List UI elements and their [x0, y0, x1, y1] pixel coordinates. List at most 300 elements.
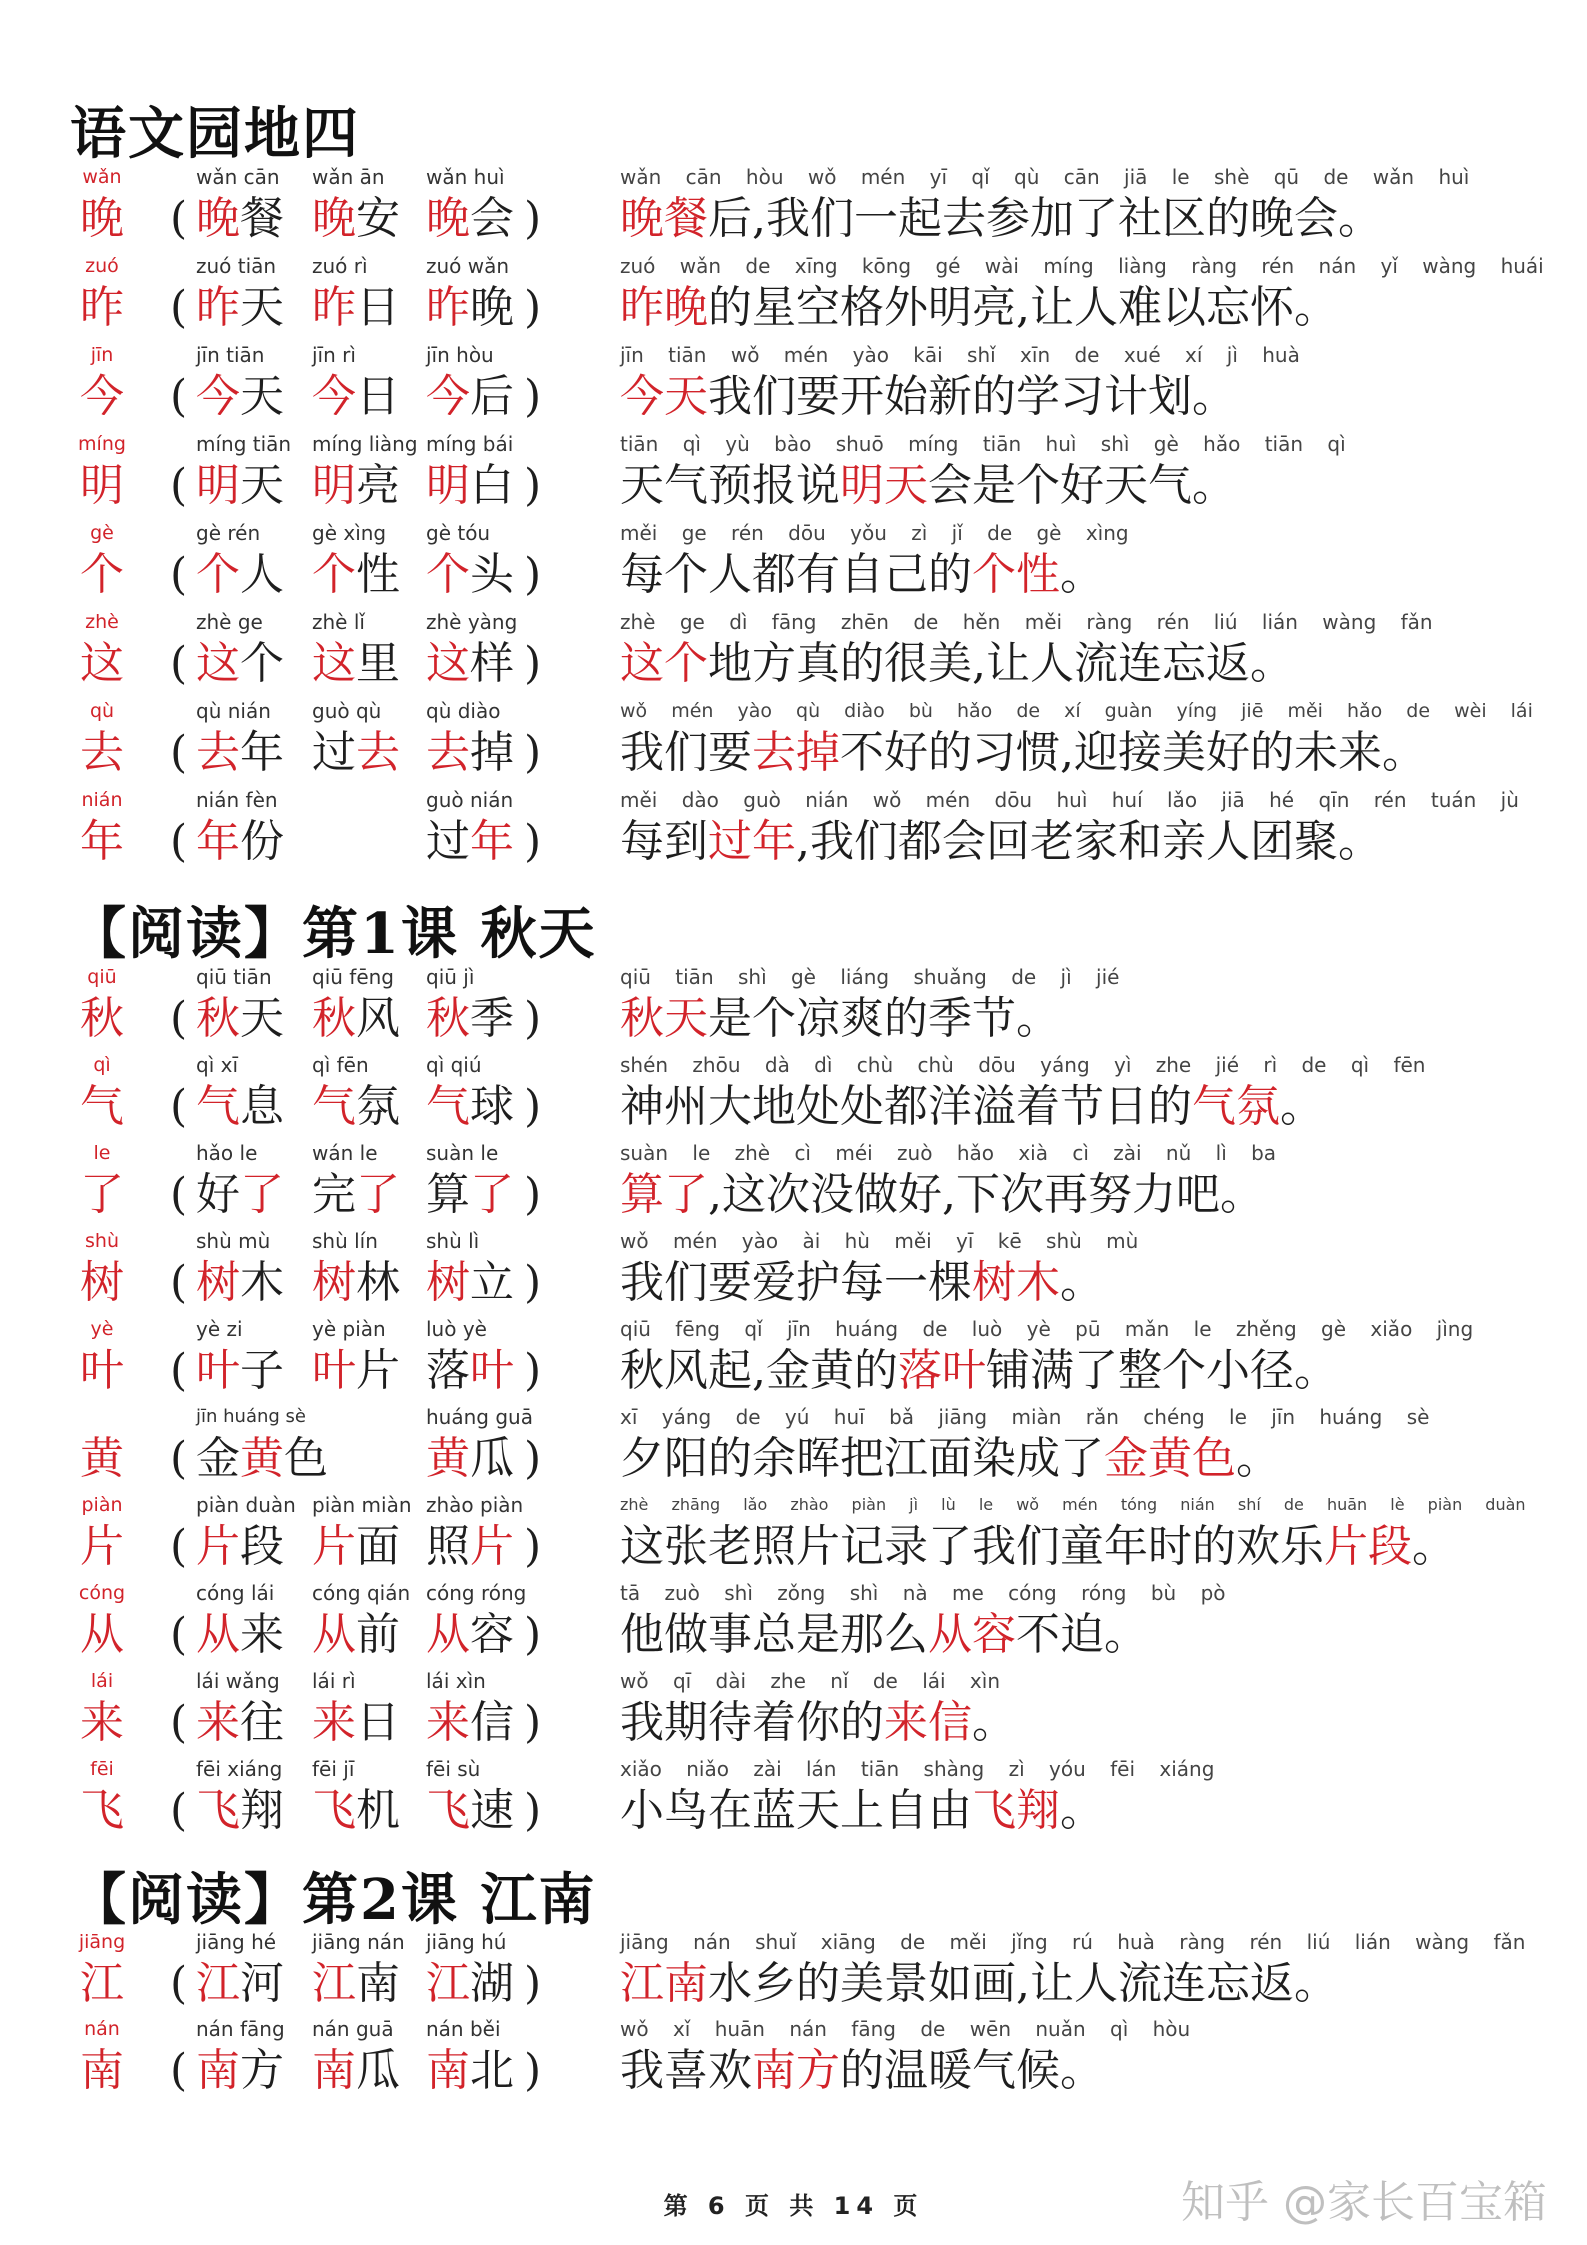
character: 秋	[80, 993, 124, 1044]
example-sentence	[620, 788, 1540, 868]
word: 飞速	[426, 1785, 514, 1836]
word-cell	[312, 2017, 422, 2097]
word-cell	[426, 1669, 538, 1749]
example-sentence	[620, 165, 1540, 245]
open-paren: (	[170, 1081, 188, 1132]
word-pinyin: fēi jī	[312, 1757, 355, 1781]
sentence-text	[620, 282, 1540, 334]
word-pinyin: nián fèn	[196, 788, 278, 812]
character-pinyin: yè	[90, 1318, 114, 1340]
word-pinyin	[312, 788, 422, 812]
word-pinyin: shù mù	[196, 1229, 271, 1253]
close-paren: )	[524, 193, 542, 244]
close-paren: )	[524, 1697, 542, 1748]
sentence-rest: ,这次没做好,下次再努力吧。	[708, 1169, 1264, 1220]
sentence-rest: 水乡的美景如画,让人流连忘返。	[708, 1958, 1338, 2009]
character: 树	[80, 1257, 124, 1308]
word-pinyin: hǎo le	[196, 1141, 258, 1165]
sentence-prefix: 每到	[620, 816, 708, 867]
word: 个头	[426, 549, 514, 600]
word-pinyin: lái wǎng	[196, 1669, 280, 1693]
open-paren: (	[170, 371, 188, 422]
open-paren: (	[170, 1257, 188, 1308]
close-paren: )	[524, 2045, 542, 2096]
word-cell	[426, 165, 538, 245]
open-paren: (	[170, 1433, 188, 1484]
word: 过年	[426, 816, 514, 867]
word-pinyin: shù lín	[312, 1229, 378, 1253]
close-paren: )	[524, 282, 542, 333]
word-pinyin: gè rén	[196, 521, 261, 545]
character: 气	[80, 1081, 124, 1132]
sentence-pinyin: zhè ge dì fāng zhēn de hěn měi ràng rén liú lián wàng fǎn	[620, 610, 1433, 634]
close-paren: )	[524, 993, 542, 1044]
word-pinyin: jīn hòu	[426, 343, 494, 367]
word-cell	[312, 610, 422, 690]
character: 叶	[80, 1345, 124, 1396]
example-sentence	[620, 1405, 1540, 1485]
word-pinyin: piàn miàn	[312, 1493, 412, 1517]
word-cell	[426, 1581, 538, 1661]
sentence-rest: 。	[1280, 1081, 1324, 1132]
sentence-text	[620, 1081, 1540, 1133]
sentence-prefix: 秋风起,金黄的	[620, 1345, 898, 1396]
character-pinyin: qì	[93, 1054, 111, 1076]
word: 明白	[426, 460, 514, 511]
word-cell	[426, 254, 538, 334]
sentence-rest: 。	[1060, 1785, 1104, 1836]
word-cell	[312, 1405, 422, 1433]
open-paren: (	[170, 993, 188, 1044]
sentence-prefix: 每个人都有自己的	[620, 549, 972, 600]
character-cell	[76, 521, 128, 601]
character-cell	[76, 965, 128, 1045]
character-pinyin: míng	[78, 433, 126, 455]
word-cell	[196, 965, 306, 1045]
sentence-pinyin: wǒ mén yào ài hù měi yī kē shù mù	[620, 1229, 1139, 1253]
word-pinyin: fēi xiáng	[196, 1757, 283, 1781]
close-paren: )	[524, 1609, 542, 1660]
sentence-prefix: 他做事总是那么	[620, 1609, 928, 1660]
word-pinyin: lái xìn	[426, 1669, 486, 1693]
character: 从	[80, 1609, 124, 1660]
example-sentence	[620, 1053, 1540, 1133]
character-cell	[76, 610, 128, 690]
word: 叶子	[196, 1345, 284, 1396]
example-sentence	[620, 1493, 1540, 1573]
sentence-prefix: 天气预报说	[620, 460, 840, 511]
word-cell	[196, 1405, 328, 1485]
word-cell	[312, 788, 422, 816]
word-cell	[312, 1229, 422, 1309]
sentence-rest: 。	[972, 1697, 1016, 1748]
word: 气息	[196, 1081, 284, 1132]
sentence-text	[620, 193, 1540, 245]
word-pinyin: zuó tiān	[196, 254, 277, 278]
sentence-highlight: 这个	[620, 638, 708, 689]
word-cell	[312, 343, 422, 423]
character-cell	[76, 1669, 128, 1749]
word: 明亮	[312, 460, 400, 511]
character: 晚	[80, 193, 124, 244]
word-pinyin: zhào piàn	[426, 1493, 524, 1517]
sentence-text	[620, 371, 1540, 423]
close-paren: )	[524, 1785, 542, 1836]
word-row	[0, 699, 1587, 787]
word-row	[0, 432, 1587, 520]
word-pinyin: guò nián	[426, 788, 514, 812]
sentence-highlight: 来信	[884, 1697, 972, 1748]
word-row	[0, 165, 1587, 253]
sentence-text	[620, 1697, 1540, 1749]
word-row	[0, 788, 1587, 876]
word: 片段	[196, 1521, 284, 1572]
character-pinyin: shù	[85, 1230, 119, 1252]
open-paren: (	[170, 727, 188, 778]
word-cell	[426, 521, 538, 601]
word-cell	[312, 1581, 422, 1661]
character-cell	[76, 1757, 128, 1837]
word-row	[0, 1053, 1587, 1141]
example-sentence	[620, 1581, 1540, 1661]
character: 南	[80, 2045, 124, 2096]
word-row	[0, 1930, 1587, 2018]
sentence-text	[620, 460, 1540, 512]
word-cell	[426, 343, 538, 423]
word-pinyin: piàn duàn	[196, 1493, 296, 1517]
sentence-highlight: 个性	[972, 549, 1060, 600]
sentence-text	[620, 727, 1540, 779]
character-pinyin: qù	[89, 700, 115, 722]
word-cell	[196, 521, 306, 601]
sentence-highlight: 气氛	[1192, 1081, 1280, 1132]
word: 这个	[196, 638, 284, 689]
character-pinyin: wǎn	[82, 166, 122, 188]
word-cell	[312, 521, 422, 601]
sentence-pinyin: jiāng nán shuǐ xiāng de měi jǐng rú huà ràng rén liú lián wàng fǎn	[620, 1930, 1526, 1954]
sentence-text	[620, 1785, 1540, 1837]
word-pinyin: wǎn huì	[426, 165, 505, 189]
open-paren: (	[170, 193, 188, 244]
example-sentence	[620, 432, 1540, 512]
word: 落叶	[426, 1345, 514, 1396]
word-pinyin: míng bái	[426, 432, 514, 456]
close-paren: )	[524, 1345, 542, 1396]
close-paren: )	[524, 1257, 542, 1308]
sentence-pinyin: suàn le zhè cì méi zuò hǎo xià cì zài nǔ lì ba	[620, 1141, 1277, 1165]
sentence-highlight: 今天	[620, 371, 708, 422]
word: 今天	[196, 371, 284, 422]
character-pinyin: fēi	[90, 1758, 114, 1780]
character-pinyin: jīn	[90, 344, 114, 366]
word: 金黄色	[196, 1433, 328, 1484]
word-pinyin: qiū tiān	[196, 965, 272, 989]
sentence-text	[620, 2045, 1540, 2097]
word: 飞翔	[196, 1785, 284, 1836]
sentence-rest: 是个凉爽的季节。	[708, 993, 1060, 1044]
character-cell	[76, 165, 128, 245]
example-sentence	[620, 699, 1540, 779]
sentence-rest: 后,我们一起去参加了社区的晚会。	[708, 193, 1382, 244]
character-pinyin: zuó	[85, 255, 119, 277]
character: 昨	[80, 282, 124, 333]
word-row	[0, 521, 1587, 609]
character-cell	[76, 1405, 128, 1485]
example-sentence	[620, 343, 1540, 423]
sentence-text	[620, 1609, 1540, 1661]
sentence-prefix: 我们要	[620, 727, 752, 778]
sentence-text	[620, 1433, 1540, 1485]
sentence-pinyin: tiān qì yù bào shuō míng tiān huì shì gè hǎo tiān qì	[620, 432, 1346, 456]
word-cell	[426, 1757, 538, 1837]
word-pinyin: zuó wǎn	[426, 254, 510, 278]
sentence-pinyin: wǒ xǐ huān nán fāng de wēn nuǎn qì hòu	[620, 2017, 1191, 2041]
example-sentence	[620, 2017, 1540, 2097]
sentence-prefix: 神州大地处处都洋溢着节日的	[620, 1081, 1192, 1132]
word: 南北	[426, 2045, 514, 2096]
word-cell	[312, 699, 422, 779]
sentence-highlight: 落叶	[898, 1345, 986, 1396]
word: 昨日	[312, 282, 400, 333]
word: 气氛	[312, 1081, 400, 1132]
sentence-prefix: 夕阳的余晖把江面染成了	[620, 1433, 1104, 1484]
sentence-text	[620, 1958, 1540, 2010]
word-cell	[196, 1757, 306, 1837]
section-title: 【阅读】第1课 秋天	[70, 901, 597, 967]
word-cell	[312, 1317, 422, 1397]
character-cell	[76, 1493, 128, 1573]
word-pinyin: wǎn ān	[312, 165, 385, 189]
word-cell	[196, 788, 306, 868]
word: 年份	[196, 816, 284, 867]
open-paren: (	[170, 1958, 188, 2009]
word-cell	[426, 1053, 538, 1133]
close-paren: )	[524, 1433, 542, 1484]
word: 照片	[426, 1521, 514, 1572]
word: 昨天	[196, 282, 284, 333]
word: 片面	[312, 1521, 400, 1572]
word: 黄瓜	[426, 1433, 514, 1484]
word: 从来	[196, 1609, 284, 1660]
word-cell	[196, 2017, 306, 2097]
section-title: 语文园地四	[70, 101, 360, 167]
sentence-pinyin: zuó wǎn de xīng kōng gé wài míng liàng ràng rén nán yǐ wàng huái	[620, 254, 1544, 278]
word-pinyin: zhè lǐ	[312, 610, 365, 634]
word-row	[0, 343, 1587, 431]
word: 晚餐	[196, 193, 284, 244]
sentence-highlight: 明天	[840, 460, 928, 511]
word-pinyin: luò yè	[426, 1317, 487, 1341]
character: 了	[80, 1169, 124, 1220]
word: 从容	[426, 1609, 514, 1660]
word-pinyin: qì qiú	[426, 1053, 482, 1077]
character-cell	[76, 1053, 128, 1133]
word: 明天	[196, 460, 284, 511]
word-cell	[196, 1141, 306, 1221]
sentence-highlight: 片段	[1324, 1521, 1412, 1572]
word-cell	[426, 788, 538, 868]
word-cell	[196, 1317, 306, 1397]
word: 晚会	[426, 193, 514, 244]
word-cell	[196, 1581, 306, 1661]
word-pinyin: wǎn cān	[196, 165, 280, 189]
word-row	[0, 1581, 1587, 1669]
open-paren: (	[170, 638, 188, 689]
character-pinyin: nán	[84, 2018, 120, 2040]
page-footer: 第 6 页 共 14 页	[663, 2192, 924, 2220]
word-cell	[196, 254, 306, 334]
word-pinyin: gè tóu	[426, 521, 491, 545]
sentence-text	[620, 1345, 1540, 1397]
sentence-highlight: 秋天	[620, 993, 708, 1044]
character-cell	[76, 254, 128, 334]
word: 树木	[196, 1257, 284, 1308]
word-pinyin: gè xìng	[312, 521, 387, 545]
word-cell	[196, 1053, 306, 1133]
word-cell	[312, 1757, 422, 1837]
word-cell	[196, 432, 306, 512]
word-pinyin: qì xī	[196, 1053, 239, 1077]
close-paren: )	[524, 638, 542, 689]
close-paren: )	[524, 1958, 542, 2009]
word-pinyin: zhè ge	[196, 610, 263, 634]
word-pinyin: jīn rì	[312, 343, 356, 367]
word-cell	[426, 1405, 538, 1485]
word-pinyin: zhè yàng	[426, 610, 518, 634]
sentence-highlight: 晚餐	[620, 193, 708, 244]
sentence-text	[620, 1169, 1540, 1221]
close-paren: )	[524, 460, 542, 511]
sentence-highlight: 南方	[752, 2045, 840, 2096]
character-cell	[76, 1229, 128, 1309]
sentence-pinyin: měi dào guò nián wǒ mén dōu huì huí lǎo jiā hé qīn rén tuán jù	[620, 788, 1519, 812]
word-row	[0, 965, 1587, 1053]
word: 来往	[196, 1697, 284, 1748]
example-sentence	[620, 1669, 1540, 1749]
close-paren: )	[524, 549, 542, 600]
word-cell	[312, 1141, 422, 1221]
word: 这里	[312, 638, 400, 689]
word: 去掉	[426, 727, 514, 778]
word-pinyin: qì fēn	[312, 1053, 369, 1077]
word: 个人	[196, 549, 284, 600]
sentence-rest: 我们要开始新的学习计划。	[708, 371, 1236, 422]
word-cell	[426, 699, 538, 779]
character-cell	[76, 1581, 128, 1661]
word-pinyin: lái rì	[312, 1669, 356, 1693]
example-sentence	[620, 965, 1540, 1045]
character: 这	[80, 638, 124, 689]
word-pinyin: huáng guā	[426, 1405, 533, 1429]
watermark: 知乎 @家长百宝箱	[1181, 2177, 1547, 2228]
word-pinyin: míng tiān	[196, 432, 292, 456]
word: 好了	[196, 1169, 284, 1220]
example-sentence	[620, 1317, 1540, 1397]
sentence-rest: 。	[1060, 1257, 1104, 1308]
word-cell	[196, 1493, 306, 1573]
example-sentence	[620, 1757, 1540, 1837]
sentence-text	[620, 1257, 1540, 1309]
section-title: 【阅读】第2课 江南	[70, 1867, 597, 1933]
word-cell	[196, 343, 306, 423]
example-sentence	[620, 1930, 1540, 2010]
word-cell	[196, 699, 306, 779]
word: 今日	[312, 371, 400, 422]
word: 过去	[312, 727, 400, 778]
word-cell	[426, 1930, 538, 2010]
sentence-prefix: 我喜欢	[620, 2045, 752, 2096]
word: 昨晚	[426, 282, 514, 333]
word: 江南	[312, 1958, 400, 2009]
example-sentence	[620, 254, 1544, 334]
open-paren: (	[170, 1697, 188, 1748]
character-pinyin: piàn	[81, 1494, 123, 1516]
word-pinyin: yè zi	[196, 1317, 243, 1341]
word-cell	[312, 1669, 422, 1749]
sentence-prefix: 我期待着你的	[620, 1697, 884, 1748]
open-paren: (	[170, 1345, 188, 1396]
word: 算了	[426, 1169, 514, 1220]
sentence-pinyin: wǒ mén yào qù diào bù hǎo de xí guàn yíng jiē měi hǎo de wèi lái	[620, 700, 1533, 722]
word: 今后	[426, 371, 514, 422]
character-pinyin: jiāng	[78, 1931, 126, 1953]
open-paren: (	[170, 1169, 188, 1220]
sentence-pinyin: jīn tiān wǒ mén yào kāi shǐ xīn de xué xí jì huà	[620, 343, 1300, 367]
word-pinyin: jiāng nán	[312, 1930, 405, 1954]
character-pinyin: lái	[90, 1670, 114, 1692]
word-cell	[426, 1141, 538, 1221]
word-cell	[196, 1669, 306, 1749]
sentence-pinyin: xī yáng de yú huī bǎ jiāng miàn rǎn chéng le jīn huáng sè	[620, 1405, 1430, 1429]
word: 江河	[196, 1958, 284, 2009]
word-row	[0, 1405, 1587, 1493]
word-pinyin: wán le	[312, 1141, 378, 1165]
sentence-highlight: 江南	[620, 1958, 708, 2009]
sentence-highlight: 过年	[708, 816, 796, 867]
sentence-rest: 的温暖气候。	[840, 2045, 1104, 2096]
example-sentence	[620, 610, 1540, 690]
word-cell	[196, 1930, 306, 2010]
character-pinyin: qiū	[87, 966, 117, 988]
open-paren: (	[170, 1521, 188, 1572]
character-cell	[76, 1930, 128, 2010]
word-row	[0, 610, 1587, 698]
word-pinyin: zuó rì	[312, 254, 368, 278]
word-pinyin: nán běi	[426, 2017, 501, 2041]
character: 江	[80, 1958, 124, 2009]
character-cell	[76, 1317, 128, 1397]
sentence-prefix: 这张老照片记录了我们童年时的欢乐	[620, 1521, 1324, 1572]
word-pinyin: jiāng hú	[426, 1930, 507, 1954]
character: 明	[80, 460, 124, 511]
sentence-highlight: 从容	[928, 1609, 1016, 1660]
word-row	[0, 1317, 1587, 1405]
word-row	[0, 1493, 1587, 1581]
word-row	[0, 1669, 1587, 1757]
word-pinyin: qù nián	[196, 699, 271, 723]
open-paren: (	[170, 1785, 188, 1836]
word-pinyin	[312, 1405, 422, 1429]
character: 黄	[80, 1433, 124, 1484]
word-pinyin: cóng qián	[312, 1581, 411, 1605]
word-cell	[196, 165, 306, 245]
word-pinyin: fēi sù	[426, 1757, 481, 1781]
word: 秋季	[426, 993, 514, 1044]
word-pinyin: guò qù	[312, 699, 382, 723]
sentence-rest: 。	[1236, 1433, 1280, 1484]
word-pinyin: cóng lái	[196, 1581, 275, 1605]
example-sentence	[620, 1229, 1540, 1309]
